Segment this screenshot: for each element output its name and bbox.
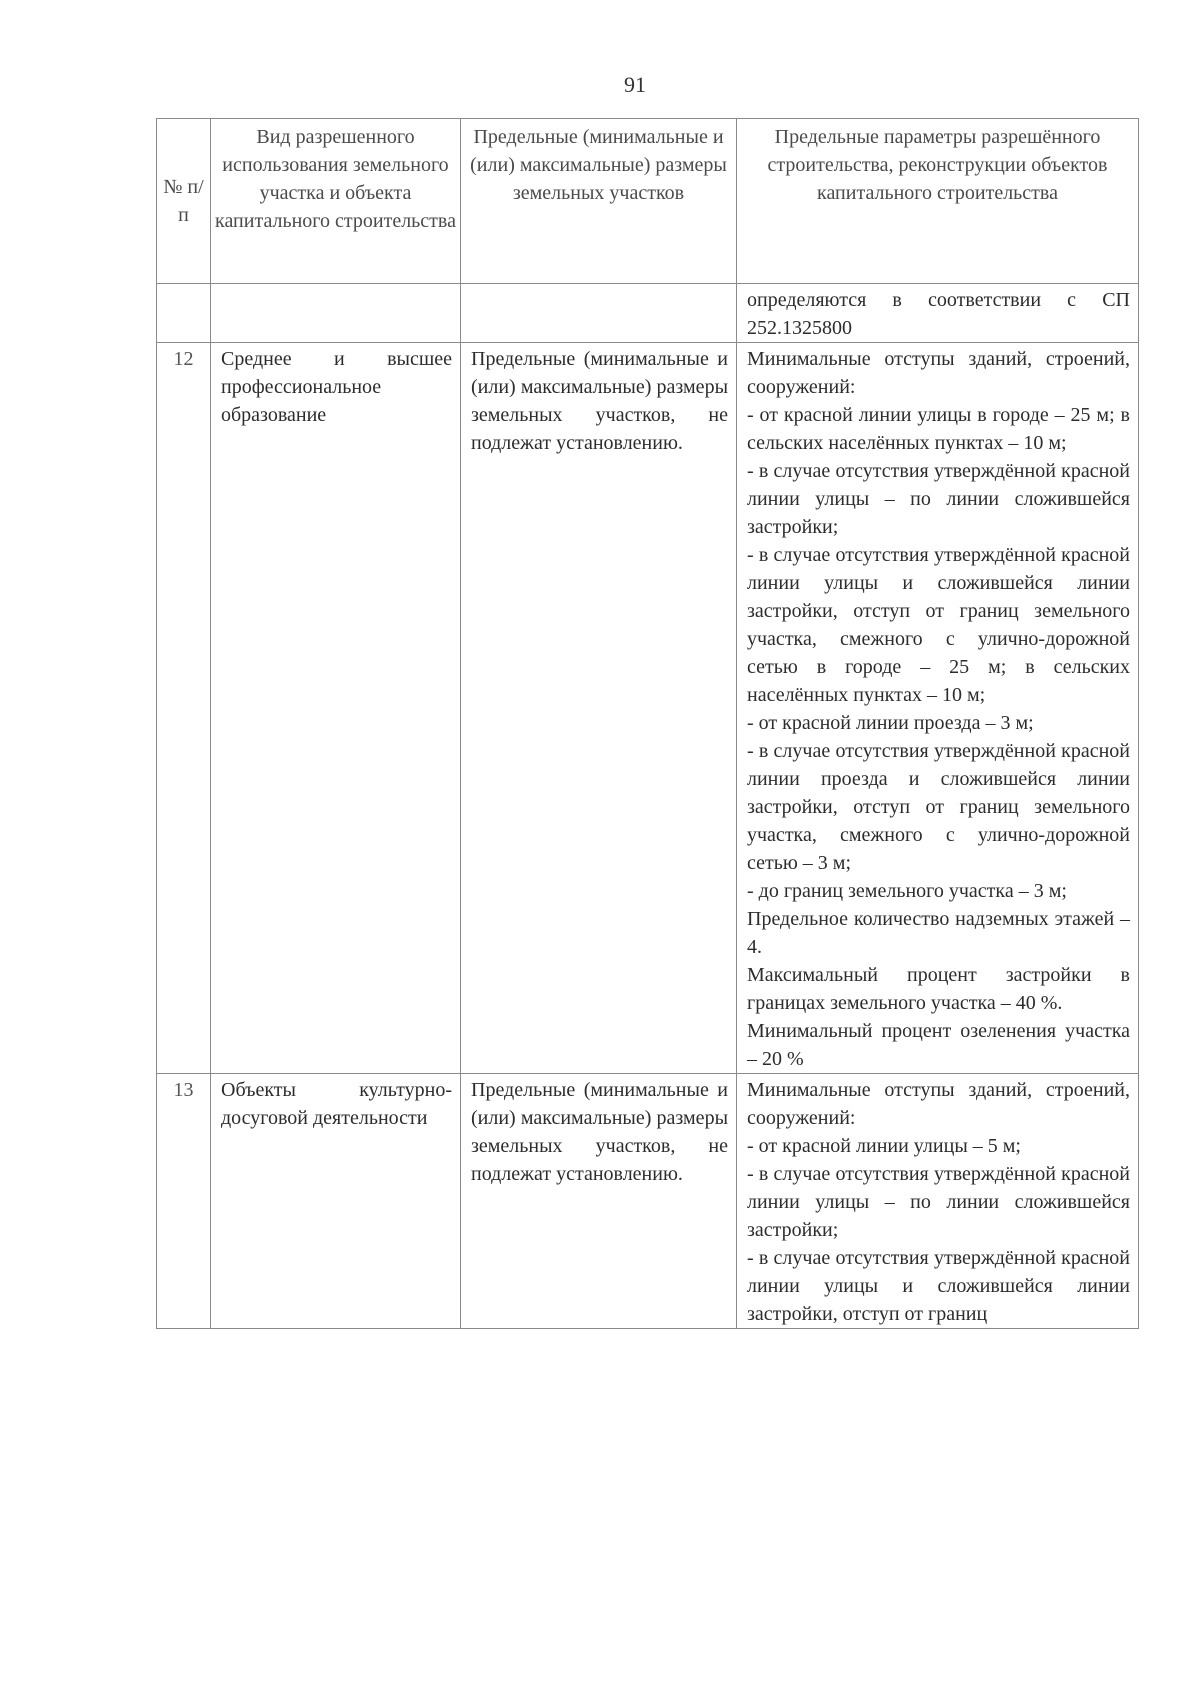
cell-params-continuation xyxy=(737,284,1139,343)
param-line: Минимальные отступы зданий, строений, сооружений: xyxy=(747,1079,1130,1129)
cell-use-type xyxy=(211,1074,461,1329)
param-line: - в случае отсутствия утверждённой красной линии улицы – по линии сложившейся застройки; xyxy=(747,1163,1130,1241)
cell-plot-size xyxy=(461,1074,737,1329)
header-number: № п/п xyxy=(157,119,211,284)
cell-number: 13 xyxy=(157,1074,211,1329)
param-line: - в случае отсутствия утверждённой красной линии улицы и сложившейся линии застройки, отступ от границ земельного участка, смежного с улично-дорожной сетью в городе – 25 м; в сельских населённых пунктах – 10 м; xyxy=(747,544,1130,706)
param-line: - в случае отсутствия утверждённой красной линии улицы и сложившейся линии застройки, отступ от границ xyxy=(747,1247,1130,1325)
header-use-type: Вид разрешенного использования земельного участка и объекта капитального строительства xyxy=(211,119,461,284)
table-header-row xyxy=(157,119,1139,284)
param-line: Максимальный процент застройки в границах земельного участка – 40 %. xyxy=(747,964,1130,1014)
table-row-continuation xyxy=(157,284,1139,343)
param-line: - от красной линии улицы в городе – 25 м; в сельских населённых пунктах – 10 м; xyxy=(747,404,1130,454)
cell-empty xyxy=(211,284,461,343)
table-row xyxy=(157,343,1139,1074)
param-line: - от красной линии проезда – 3 м; xyxy=(747,712,1034,734)
cell-empty xyxy=(157,284,211,343)
plot-size-text: Предельные (минимальные и (или) максимальные) размеры земельных участков, не подлежат установлению. xyxy=(471,1079,728,1185)
cell-empty xyxy=(461,284,737,343)
table-row xyxy=(157,1074,1139,1329)
params-text: определяются в соответствии с СП 252.1325800 xyxy=(747,289,1130,339)
cell-use-type xyxy=(211,343,461,1074)
page-number: 91 xyxy=(624,72,646,97)
regulations-table xyxy=(156,118,1139,1329)
header-plot-size: Предельные (минимальные и (или) максимальные) размеры земельных участков xyxy=(461,119,737,284)
use-type-text: Среднее и высшее профессиональное образование xyxy=(221,348,452,426)
param-line: - в случае отсутствия утверждённой красной линии улицы – по линии сложившейся застройки; xyxy=(747,460,1130,538)
cell-build-params xyxy=(737,1074,1139,1329)
param-line: Минимальные отступы зданий, строений, сооружений: xyxy=(747,348,1130,398)
header-build-params: Предельные параметры разрешённого строительства, реконструкции объектов капитального строительства xyxy=(737,119,1139,284)
cell-build-params xyxy=(737,343,1139,1074)
use-type-text: Объекты культурно-досуговой деятельности xyxy=(221,1079,452,1129)
cell-plot-size xyxy=(461,343,737,1074)
param-line: Минимальный процент озеленения участка – 20 % xyxy=(747,1020,1130,1070)
param-line: Предельное количество надземных этажей – 4. xyxy=(747,908,1130,958)
param-line: - в случае отсутствия утверждённой красной линии проезда и сложившейся линии застройки, отступ от границ земельного участка, смежного с улично-дорожной сетью – 3 м; xyxy=(747,740,1130,874)
plot-size-text: Предельные (минимальные и (или) максимальные) размеры земельных участков, не подлежат установлению. xyxy=(471,348,728,454)
cell-number: 12 xyxy=(157,343,211,1074)
param-line: - до границ земельного участка – 3 м; xyxy=(747,880,1067,902)
param-line: - от красной линии улицы – 5 м; xyxy=(747,1135,1021,1157)
